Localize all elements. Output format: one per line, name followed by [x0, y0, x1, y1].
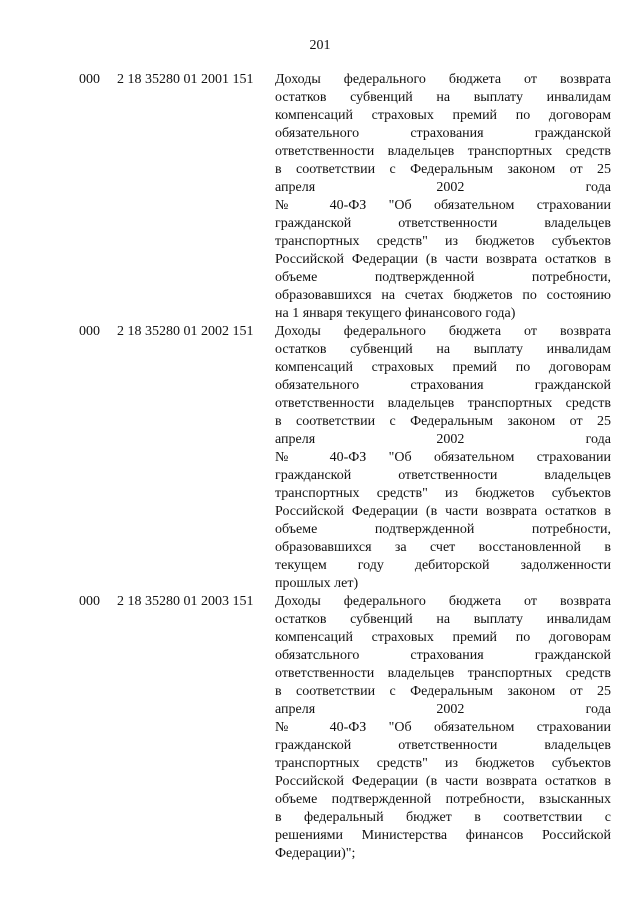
budget-classification-code: 2 18 35280 01 2003 151: [117, 594, 254, 609]
description-line: объеме подтвержденной потребности,: [275, 270, 611, 285]
description-line: образовавшихся на счетах бюджетов по состоянию: [275, 288, 611, 303]
entry-description: [275, 323, 611, 593]
description-line: транспортных средств" из бюджетов субъектов: [275, 756, 611, 771]
description-line: № 40-ФЗ "Об обязательном страховании: [275, 198, 611, 213]
description-line: гражданской ответственности владельцев: [275, 216, 611, 231]
budget-classification-code: 2 18 35280 01 2001 151: [117, 72, 254, 87]
description-line: Российской Федерации (в части возврата остатков в: [275, 774, 611, 789]
description-line: обязательного страхования гражданской: [275, 378, 611, 393]
description-line: компенсаций страховых премий по договорам: [275, 108, 611, 123]
description-line: текущем году дебиторской задолженности: [275, 558, 611, 573]
description-line: остатков субвенций на выплату инвалидам: [275, 342, 611, 357]
description-line: объеме подтвержденной потребности, взысканных: [275, 792, 611, 807]
description-line: апреля 2002 года: [275, 180, 611, 195]
description-line: № 40-ФЗ "Об обязательном страховании: [275, 720, 611, 735]
budget-code-entry: [0, 323, 640, 593]
description-line: остатков субвенций на выплату инвалидам: [275, 90, 611, 105]
description-line: № 40-ФЗ "Об обязательном страховании: [275, 450, 611, 465]
description-line: компенсаций страховых премий по договорам: [275, 630, 611, 645]
page-number: 201: [309, 38, 331, 53]
budget-code-entry: [0, 593, 640, 863]
description-line: транспортных средств" из бюджетов субъектов: [275, 486, 611, 501]
description-line: транспортных средств" из бюджетов субъектов: [275, 234, 611, 249]
description-line: Российской Федерации (в части возврата остатков в: [275, 504, 611, 519]
description-line: ответственности владельцев транспортных средств: [275, 396, 611, 411]
description-line: остатков субвенций на выплату инвалидам: [275, 612, 611, 627]
description-line: решениями Министерства финансов Российской: [275, 828, 611, 843]
description-line: апреля 2002 года: [275, 432, 611, 447]
description-line: прошлых лет): [275, 576, 359, 591]
description-line: Доходы федерального бюджета от возврата: [275, 324, 611, 339]
description-line: объеме подтвержденной потребности,: [275, 522, 611, 537]
admin-code: 000: [79, 72, 100, 87]
description-line: Доходы федерального бюджета от возврата: [275, 72, 611, 87]
entry-description: [275, 593, 611, 863]
description-line: Федерации)";: [275, 846, 356, 861]
description-line: в соответствии с Федеральным законом от 25: [275, 684, 611, 699]
description-line: в соответствии с Федеральным законом от 25: [275, 162, 611, 177]
description-line: обязательного страхования гражданской: [275, 126, 611, 141]
description-line: на 1 января текущего финансового года): [275, 306, 516, 321]
description-line: в федеральный бюджет в соответствии с: [275, 810, 611, 825]
budget-classification-code: 2 18 35280 01 2002 151: [117, 324, 254, 339]
description-line: гражданской ответственности владельцев: [275, 738, 611, 753]
admin-code: 000: [79, 594, 100, 609]
description-line: апреля 2002 года: [275, 702, 611, 717]
budget-code-list: [0, 71, 640, 863]
description-line: Доходы федерального бюджета от возврата: [275, 594, 611, 609]
budget-code-entry: [0, 71, 640, 323]
description-line: Российской Федерации (в части возврата остатков в: [275, 252, 611, 267]
description-line: в соответствии с Федеральным законом от 25: [275, 414, 611, 429]
description-line: образовавшихся за счет восстановленной в: [275, 540, 611, 555]
description-line: ответственности владельцев транспортных средств: [275, 666, 611, 681]
admin-code: 000: [79, 324, 100, 339]
description-line: ответственности владельцев транспортных средств: [275, 144, 611, 159]
description-line: обязатсльного страхования гражданской: [275, 648, 611, 663]
description-line: гражданской ответственности владельцев: [275, 468, 611, 483]
entry-description: [275, 71, 611, 323]
description-line: компенсаций страховых премий по договорам: [275, 360, 611, 375]
